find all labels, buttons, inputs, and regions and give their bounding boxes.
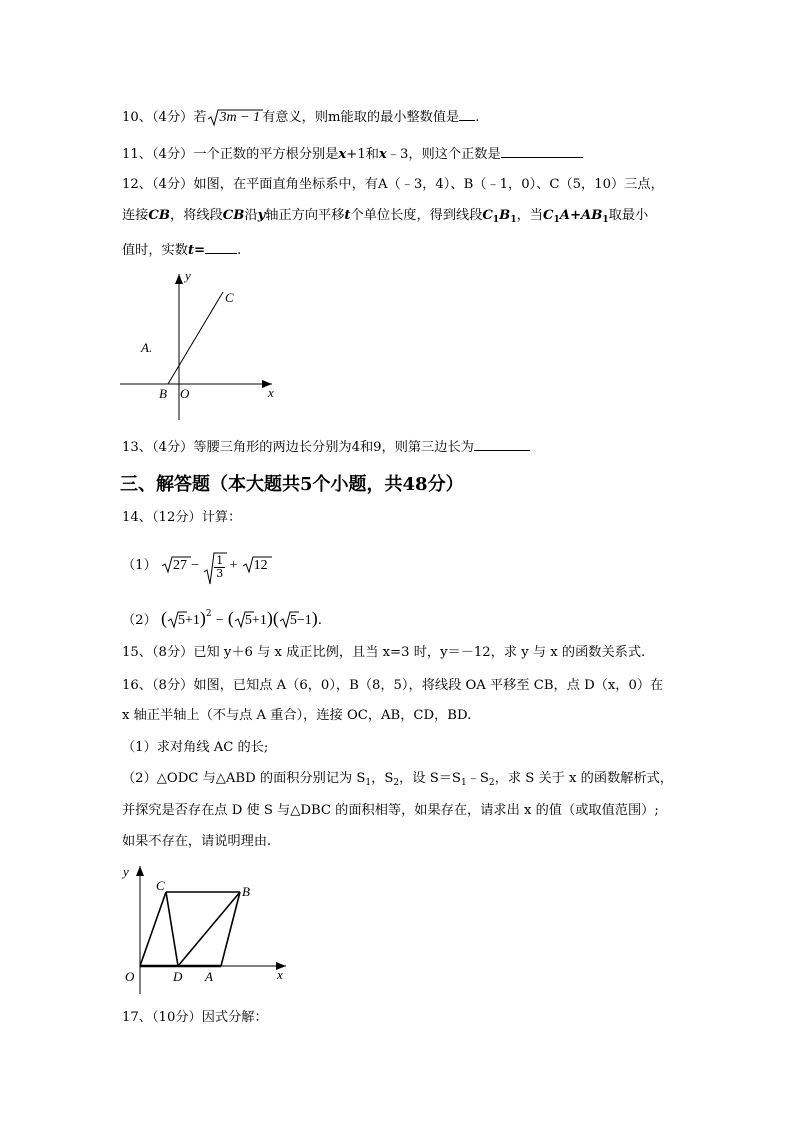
y-axis-label: y [123,864,129,879]
answer-blank[interactable] [501,143,583,158]
question-16-line-4: 并探究是否存在点 D 使 S 与△DBC 的面积相等，如果存在，请求出 x 的值（或取值范围）; [122,803,659,818]
answer-blank[interactable] [459,106,475,121]
sqrt-5: 5 [234,611,252,631]
question-13: 13、（4分）等腰三角形的两边长分别为4和9，则第三边长为 [122,436,530,458]
q12-coordinate-figure [112,266,292,424]
question-12-line-2: 连接CB，将线段CB沿y轴正方向平移t个单位长度，得到线段$C_1B_1$，当$C_1A+AB_1$取最小 [122,208,649,225]
answer-blank[interactable] [474,436,530,451]
question-12-line-1: 12、（4分）如图，在平面直角坐标系中，有A（﹣3，4）、B（﹣1，0）、C（5，10）三点， [122,177,664,192]
y-axis-arrow [136,866,144,876]
answer-blank[interactable] [205,239,237,254]
origin-label: O [125,969,135,984]
question-10: 10、（4分）若 3m − 1 有意义，则m能取的最小整数值是 . [122,106,479,128]
point-c-label: C [156,878,165,893]
question-14-title: 14、（12分）计算： [122,510,242,525]
sqrt-one-third [203,552,225,580]
question-16-line-5: 如果不存在，请说明理由. [122,834,272,849]
question-14-part-2: （2） ( 5+1)$^2$ − ( 5+1)( 5−1). [122,604,322,628]
question-12-line-3: 值时，实数t= . [122,239,241,261]
segment-oc [140,892,166,966]
question-16-part-2: （2）△ODC 与△ABD 的面积分别记为 $S_1$，$S_2$，设 $S=S_1﹣S_2$，求 S 关于 x 的函数解析式， [122,771,673,788]
section-3-heading: 三、解答题（本大题共5个小题，共48分） [120,474,464,495]
y-axis-label: y [185,268,191,283]
question-15: 15、（8分）已知 y＋6 与 x 成正比例，且当 x=3 时，y＝－12，求 y 与 x 的函数关系式. [122,645,646,660]
y-axis-arrow [175,274,183,284]
sqrt-27: 27 [161,556,187,576]
sqrt-5: 5 [167,611,185,631]
fraction-one-third: $\frac{1}{3}$ [216,554,224,580]
x-axis-label: x [277,967,283,982]
segment-cb [168,292,223,384]
point-b-label: B [242,884,250,899]
sqrt-expression: 3m − 1 [207,108,263,128]
question-16-line-1: 16、（8分）如图，已知点 A（6，0），B（8，5），将线段 OA 平移至 CB，点 D（x，0）在 [122,678,664,693]
question-16-part-1: （1）求对角线 AC 的长; [122,740,269,755]
segment-cd [166,892,178,966]
point-b-label: B [159,386,167,401]
question-11: 11、（4分）一个正数的平方根分别是x+1和x﹣3，则这个正数是 [122,143,583,165]
point-a-label: A [205,969,213,984]
sqrt-5: 5 [279,611,297,631]
point-a-label: A. [141,340,153,355]
question-17: 17、（10分）因式分解： [122,1010,268,1025]
point-c-label: C [225,290,234,305]
x-axis-label: x [268,385,274,400]
point-d-label: D [173,969,183,984]
origin-label: O [180,386,190,401]
question-16-line-2: x 轴正半轴上（不与点 A 重合），连接 OC，AB，CD，BD. [122,708,472,723]
question-14-part-1: （1） 27 − $\frac{1}{3}$ + 12 [122,552,268,586]
sqrt-12: 12 [242,556,268,576]
q16-parallelogram-figure [118,858,300,998]
